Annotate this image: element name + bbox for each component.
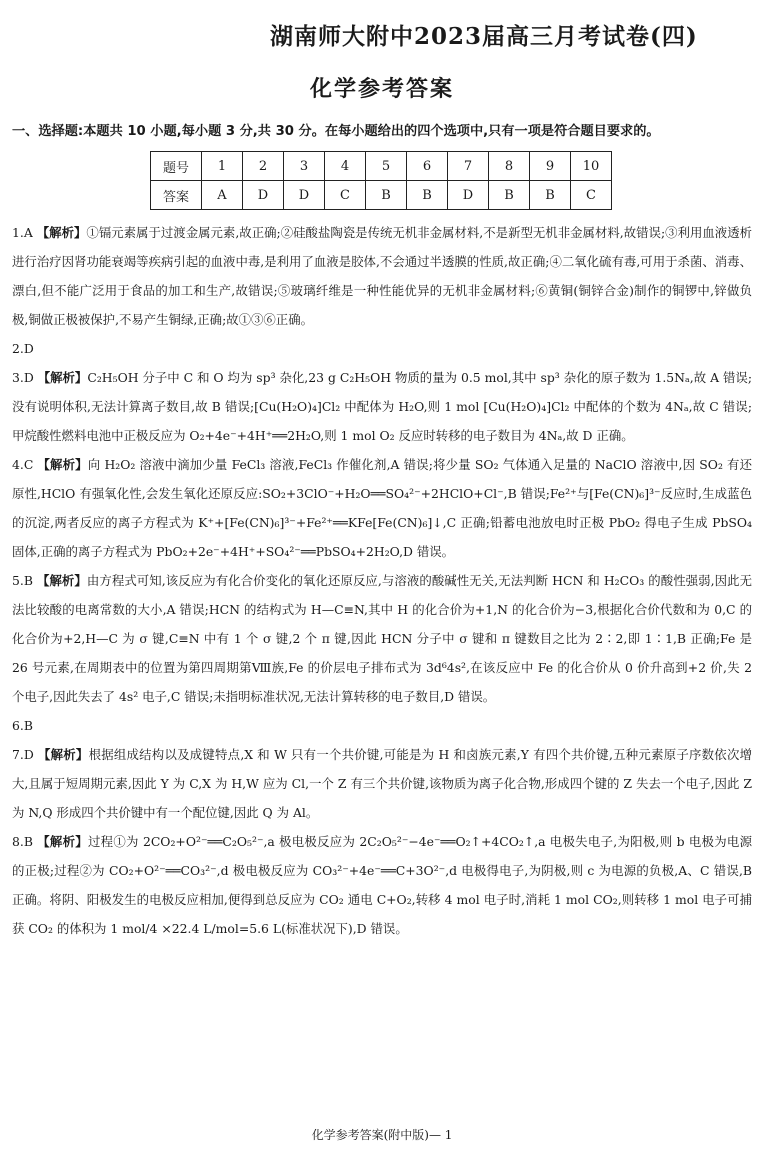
item-answer: 8.B (12, 834, 33, 849)
question-number-row (151, 152, 612, 181)
analysis-tag: 【解析】 (36, 573, 87, 588)
answer-row (151, 181, 612, 210)
explanation-item (12, 711, 752, 740)
answer-cell: C (571, 181, 612, 210)
question-number-cell: 6 (407, 152, 448, 181)
explanation-list (12, 218, 752, 943)
item-answer: 2.D (12, 341, 34, 356)
item-text: 由方程式可知,该反应为有化合价变化的氧化还原反应,与溶液的酸碱性无关,无法判断 HCN 和 H₂CO₃ 的酸性强弱,因此无法比较酸的电离常数的大小,A 错误;HCN 的结构式为 H—C≡N,其中 H 的化合价为+1,N 的化合价为−3,根据化合价代数和为 0,C 的化合价为+2,H—C 为 σ 键,C≡N 中有 1 个 σ 键,2 个 π 键,因此 HCN 分子中 σ 键和 π 键数目之比为 2∶2,即 1∶1,B 正确;Fe 是 26 号元素,在周期表中的位置为第四周期第Ⅷ族,Fe 的价层电子排布式为 3d⁶4s²,在该反应中 Fe 的化合价从 0 价升高到+2 价,失 2 个电子,因此失去了 4s² 电子,C 错误;未指明标准状况,无法计算转移的电子数目,D 错误。 (12, 573, 753, 704)
item-answer: 6.B (12, 718, 33, 733)
question-number-cell: 3 (284, 152, 325, 181)
answer-table (150, 151, 612, 210)
item-answer: 7.D (12, 747, 34, 762)
question-number-cell: 8 (489, 152, 530, 181)
analysis-tag: 【解析】 (37, 370, 88, 385)
question-number-cell: 5 (366, 152, 407, 181)
section-heading: 一、选择题:本题共 10 小题,每小题 3 分,共 30 分。在每小题给出的四个选项中,只有一项是符合题目要求的。 (12, 124, 660, 139)
question-number-cell: 9 (530, 152, 571, 181)
explanation-item (12, 363, 752, 450)
item-text: 向 H₂O₂ 溶液中滴加少量 FeCl₃ 溶液,FeCl₃ 作催化剂,A 错误;将少量 SO₂ 气体通入足量的 NaClO 溶液中,因 SO₂ 有还原性,HClO 有强氧化性,会发生氧化还原反应:SO₂+3ClO⁻+H₂O══SO₄²⁻+2HClO+Cl⁻,B 错误;Fe²⁺与[Fe(CN)₆]³⁻反应时,生成蓝色的沉淀,两者反应的离子方程式为 K⁺+[Fe(CN)₆]³⁻+Fe²⁺══KFe[Fe(CN)₆]↓,C 正确;铅蓄电池放电时正极 PbO₂ 得电子生成 PbSO₄ 固体,正确的离子方程式为 PbO₂+2e⁻+4H⁺+SO₄²⁻══PbSO₄+2H₂O,D 错误。 (12, 457, 753, 559)
item-answer: 5.B (12, 573, 33, 588)
question-number-cell: 2 (243, 152, 284, 181)
item-text: 过程①为 2CO₂+O²⁻══C₂O₅²⁻,a 极电极反应为 2C₂O₅²⁻−4e⁻══O₂↑+4CO₂↑,a 电极失电子,为阳极,则 b 电极为电源的正极;过程②为 CO₂+O²⁻══CO₃²⁻,d 极电极反应为 CO₃²⁻+4e⁻══C+3O²⁻,d 电极得电子,为阴极,则 c 为电源的负极,A、C 错误,B 正确。将阴、阳极发生的电极反应相加,便得到总反应为 CO₂ 通电 C+O₂,转移 4 mol 电子时,消耗 1 mol CO₂,则转移 1 mol 电子可捕获 CO₂ 的体积为 1 mol/4 ×22.4 L/mol=5.6 L(标准状况下),D 错误。 (12, 834, 752, 936)
question-number-cell: 1 (202, 152, 243, 181)
answer-cell: D (448, 181, 489, 210)
page-footer: 化学参考答案(附中版)— 1 (311, 1128, 453, 1142)
analysis-tag: 【解析】 (37, 457, 88, 472)
question-number-cell: 10 (571, 152, 612, 181)
answer-cell: B (407, 181, 448, 210)
answer-cell: C (325, 181, 366, 210)
answer-cell: D (243, 181, 284, 210)
row-label-answer: 答案 (151, 181, 202, 210)
row-label-number: 题号 (151, 152, 202, 181)
exam-title: 湖南师大附中2023届高三月考试卷(四) (270, 23, 698, 50)
item-text: 根据组成结构以及成键特点,X 和 W 只有一个共价键,可能是为 H 和卤族元素,Y 有四个共价键,五种元素原子序数依次增大,且属于短周期元素,因此 Y 为 C,X 为 H,W 应为 Cl,一个 Z 有三个共价键,该物质为离子化合物,形成四个键的 Z 失去一个电子,因此 Z 为 N,Q 形成四个共价键中有一个配位键,因此 Q 为 Al。 (12, 747, 752, 820)
explanation-item (12, 827, 752, 943)
analysis-tag: 【解析】 (37, 834, 88, 849)
item-text: ①镉元素属于过渡金属元素,故正确;②硅酸盐陶瓷是传统无机非金属材料,不是新型无机非金属材料,故错误;③利用血液透析进行治疗因肾功能衰竭等疾病引起的血液中毒,是利用了血液是胶体,不会通过半透膜的性质,故正确;④二氧化硫有毒,可用于杀菌、消毒、漂白,但不能广泛用于食品的加工和生产,故错误;⑤玻璃纤维是一种性能优异的无机非金属材料;⑥黄铜(铜锌合金)制作的铜锣中,锌做负极,铜做正极被保护,不易产生铜绿,正确;故①③⑥正确。 (12, 225, 753, 327)
answer-cell: B (489, 181, 530, 210)
answer-cell: D (284, 181, 325, 210)
item-answer: 1.A (12, 225, 33, 240)
answer-cell: B (530, 181, 571, 210)
item-text: C₂H₅OH 分子中 C 和 O 均为 sp³ 杂化,23 g C₂H₅OH 物质的量为 0.5 mol,其中 sp³ 杂化的原子数为 1.5Nₐ,故 A 错误;没有说明体积,无法计算离子数目,故 B 错误;[Cu(H₂O)₄]Cl₂ 中配体为 H₂O,则 1 mol [Cu(H₂O)₄]Cl₂ 中配体的个数为 4Nₐ,故 C 错误;甲烷酸性燃料电池中正极反应为 O₂+4e⁻+4H⁺══2H₂O,则 1 mol O₂ 反应时转移的电子数目为 4Nₐ,故 D 正确。 (12, 370, 752, 443)
item-answer: 3.D (12, 370, 34, 385)
analysis-tag: 【解析】 (37, 747, 89, 762)
analysis-tag: 【解析】 (36, 225, 87, 240)
item-answer: 4.C (12, 457, 34, 472)
explanation-item (12, 740, 752, 827)
answer-title: 化学参考答案 (309, 77, 454, 102)
answer-cell: A (202, 181, 243, 210)
explanation-item (12, 566, 752, 711)
explanation-item (12, 218, 752, 334)
answer-cell: B (366, 181, 407, 210)
explanation-item (12, 334, 752, 363)
explanation-item (12, 450, 752, 566)
question-number-cell: 4 (325, 152, 366, 181)
question-number-cell: 7 (448, 152, 489, 181)
